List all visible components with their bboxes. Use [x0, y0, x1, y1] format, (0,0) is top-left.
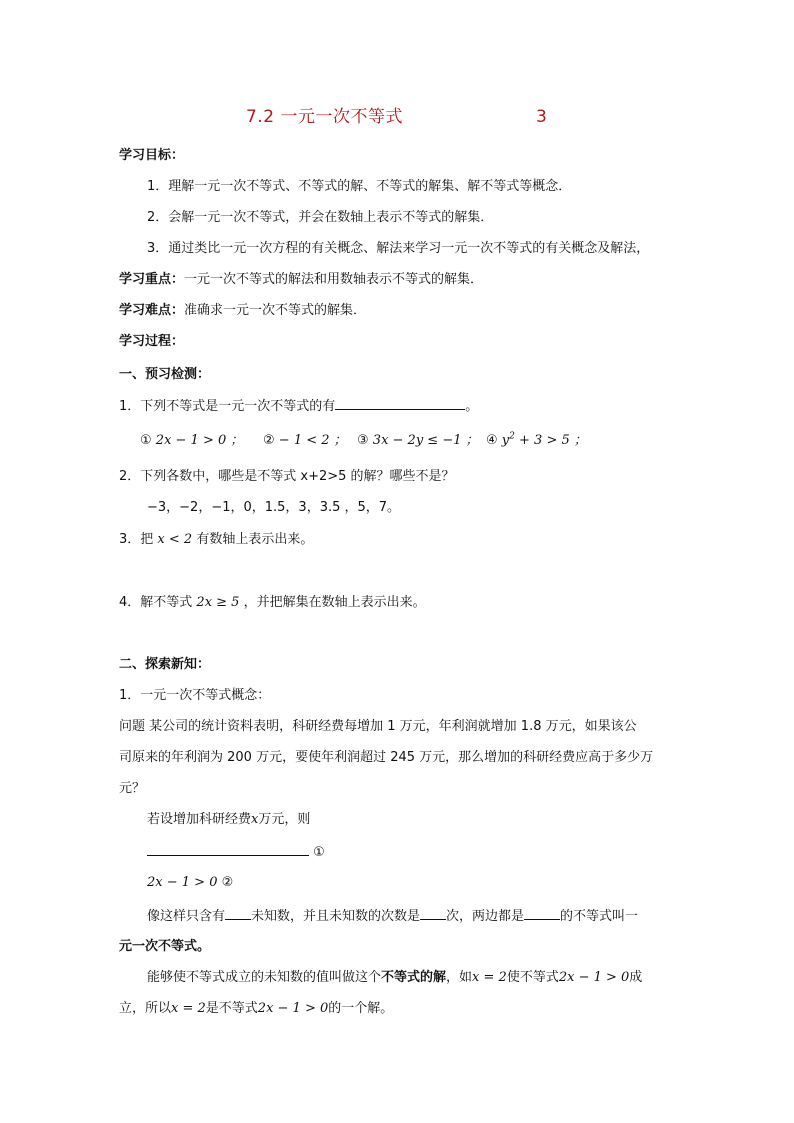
- question-4-expr: 2x ≥ 5: [196, 595, 240, 610]
- option-4: [486, 432, 587, 450]
- solution-a1: 能够使不等式成立的未知数的值叫做这个: [147, 970, 382, 985]
- option-3: [357, 432, 479, 450]
- option-4-mark: ④: [486, 433, 498, 448]
- definition-p1: 像这样只含有: [147, 909, 226, 924]
- solution-def-line-1: [147, 969, 642, 987]
- question-4-prefix: 4．解不等式: [119, 595, 193, 610]
- difficulty-text: 准确求一元一次不等式的解集．: [184, 303, 367, 318]
- key-point-text: 一元一次不等式的解法和用数轴表示不等式的解集．: [184, 272, 484, 287]
- solution-a-expr2: 2x − 1 > 0: [558, 970, 630, 985]
- question-2: 2．下列各数中，哪些是不等式 x+2>5 的解？哪些不是？: [119, 469, 455, 484]
- problem-line-1: 问题 某公司的统计资料表明，科研经费每增加 1 万元，年利润就增加 1.8 万元，如果该公: [119, 719, 637, 734]
- solution-def-line-2: [119, 1000, 393, 1018]
- page-title: [246, 108, 403, 126]
- solution-a4: 成: [629, 970, 643, 985]
- question-1: [119, 397, 478, 416]
- difficulty: [119, 302, 366, 320]
- option-4-expr-base: y: [501, 433, 510, 448]
- answer-blank-5[interactable]: [524, 907, 560, 920]
- option-1-mark: ①: [140, 433, 152, 448]
- concept-title: 1．一元一次不等式概念：: [119, 688, 271, 703]
- solution-b2: 是不等式: [205, 1001, 258, 1016]
- option-3-mark: ③: [357, 433, 369, 448]
- definition-p2: 未知数，并且未知数的次数是: [251, 909, 421, 924]
- inequality-2-mark: ②: [221, 875, 234, 890]
- definition-bold-line: 元一次不等式。: [119, 939, 211, 954]
- option-1: [140, 432, 243, 450]
- option-2-mark: ②: [263, 433, 275, 448]
- question-3-suffix: 有数轴上表示出来。: [196, 532, 314, 547]
- title-number: 3: [536, 107, 548, 127]
- question-3-prefix: 3．把: [119, 532, 154, 547]
- definition-line: [147, 907, 638, 926]
- question-3-expr: x < 2: [157, 532, 193, 547]
- assume-suffix: 万元，则: [258, 812, 311, 827]
- solution-b-expr2: 2x − 1 > 0: [257, 1001, 329, 1016]
- solution-b-expr1: x = 2: [171, 1001, 206, 1016]
- answer-blank-3[interactable]: [225, 907, 251, 920]
- question-4-suffix: ，并把解集在数轴上表示出来。: [243, 595, 426, 610]
- goals-heading: 学习目标：: [119, 148, 185, 163]
- goal-item-3: 3．通过类比一元一次方程的有关概念、解法来学习一元一次不等式的有关概念及解法，: [147, 241, 650, 256]
- explore-heading: 二、探索新知：: [119, 657, 211, 672]
- blank-mark: ①: [313, 845, 325, 860]
- definition-p4: 的不等式叫一: [560, 909, 639, 924]
- title-text: 7.2 一元一次不等式: [246, 107, 403, 127]
- problem-line-2: 司原来的年利润为 200 万元，要使年利润超过 245 万元，那么增加的科研经费应高于多少万: [119, 750, 654, 765]
- assume-var: x: [251, 812, 259, 827]
- goal-item-1: 1．理解一元一次不等式、不等式的解、不等式的解集、解不等式等概念．: [147, 179, 572, 194]
- option-3-expr: 3x − 2y ≤ −1 ；: [372, 433, 479, 448]
- solution-b1: 立，所以: [119, 1001, 172, 1016]
- solution-a-bold: 不等式的解: [381, 970, 447, 985]
- definition-p3: 次，两边都是: [446, 909, 525, 924]
- answer-blank-1[interactable]: [335, 397, 465, 410]
- blank-inequality-line: [147, 843, 325, 862]
- goal-item-2: 2．会解一元一次不等式，并会在数轴上表示不等式的解集．: [147, 210, 494, 225]
- inequality-2-line: [147, 874, 233, 892]
- question-1-end: 。: [465, 399, 479, 414]
- option-2-expr: − 1 < 2 ；: [278, 433, 347, 448]
- option-4-expr-rest: + 3 > 5 ；: [514, 433, 587, 448]
- question-1-text: 1．下列不等式是一元一次不等式的有: [119, 399, 336, 414]
- inequality-2-expr: 2x − 1 > 0: [147, 875, 218, 890]
- solution-a3: 使不等式: [506, 970, 559, 985]
- question-2-numbers: −3，−2，−1，0，1.5，3，3.5 ，5，7。: [147, 500, 401, 515]
- option-4-expr-sup: 2: [509, 431, 515, 442]
- preview-heading: 一、预习检测：: [119, 367, 211, 382]
- answer-blank-4[interactable]: [420, 907, 446, 920]
- solution-b3: 的一个解。: [328, 1001, 394, 1016]
- question-3: [119, 531, 313, 549]
- assume-line: [147, 811, 310, 829]
- option-2: [263, 432, 347, 450]
- problem-line-3: 元？: [119, 781, 146, 796]
- answer-blank-2[interactable]: [147, 843, 309, 856]
- process-heading: 学习过程：: [119, 334, 185, 349]
- option-1-expr: 2x − 1 > 0 ；: [155, 433, 244, 448]
- difficulty-label: 学习难点：: [119, 303, 185, 318]
- key-point: [119, 271, 483, 289]
- key-point-label: 学习重点：: [119, 272, 185, 287]
- solution-a-expr1: x = 2: [472, 970, 507, 985]
- solution-a2: ，如: [446, 970, 473, 985]
- question-4: [119, 594, 426, 612]
- assume-prefix: 若设增加科研经费: [147, 812, 252, 827]
